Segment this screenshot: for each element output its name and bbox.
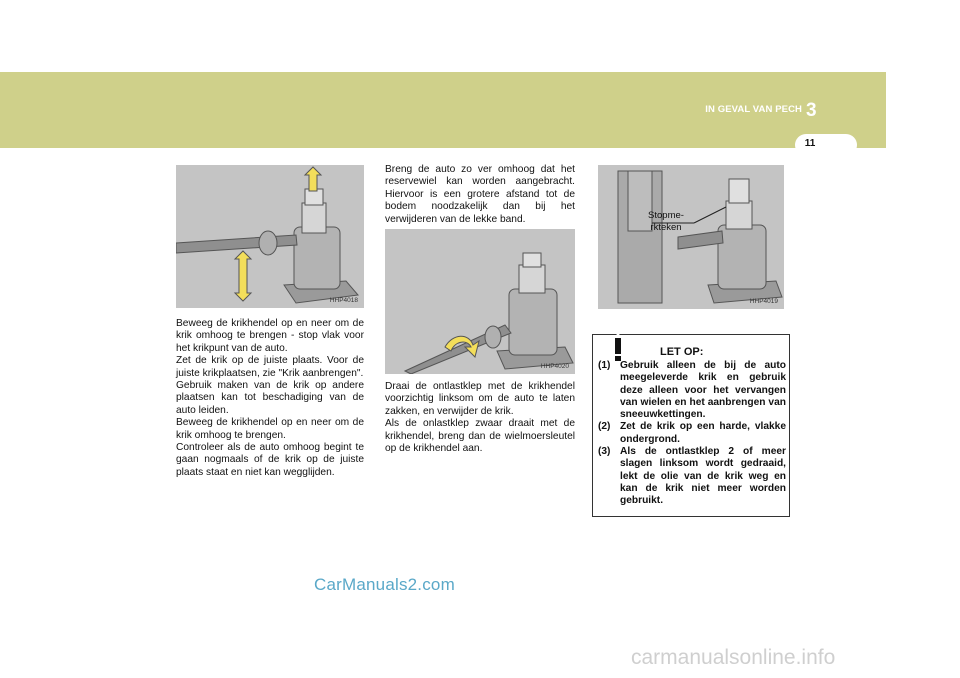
watermark-carmanuals2[interactable]: CarManuals2.com: [314, 575, 455, 594]
warning-list: [598, 360, 786, 508]
stop-mark-illustration: [598, 165, 784, 309]
warning-triangle-icon: [601, 332, 635, 362]
warning-item: [598, 421, 786, 446]
page-number: 11: [804, 138, 816, 149]
warning-item-text: Gebruik alleen de bij de auto meegeleverde krik en gebruik deze alleen voor het vervangen van wielen en het aanbrengen van sneeuwkettingen.: [620, 360, 786, 421]
page-number-tab: [795, 134, 857, 156]
column2-top-text: [385, 164, 575, 226]
paragraph: Draai de ontlastklep met de krikhendel voorzichtig linksom om de auto te laten zakken, en verwijder de krik.: [385, 381, 575, 417]
warning-item-text: Als de ontlastklep 2 of meer slagen linksom wordt gedraaid, lekt de olie van de krik weg en kan de krik niet meer worden gebruikt.: [620, 446, 786, 507]
paragraph: Controleer als de auto omhoog begint te gaan nogmaals of de krik op de juiste plaats staat en niet kan wegglijden.: [176, 442, 364, 478]
figure-code: HHP4019: [749, 298, 778, 305]
warning-box: [592, 334, 790, 517]
paragraph: Als de onlastklep zwaar draait met de krikhendel, breng dan de wielmoersleutel op de krikhendel aan.: [385, 418, 575, 455]
watermark-carmanualsonline[interactable]: carmanualsonline.info: [631, 646, 836, 669]
figure-jack-pumping: [176, 165, 364, 308]
warning-item-text: Zet de krik op een harde, vlakke ondergrond.: [620, 421, 786, 445]
warning-item: [598, 360, 786, 421]
section-title: IN GEVAL VAN PECH: [705, 104, 802, 115]
figure-code: HHP4018: [329, 297, 358, 304]
paragraph: Gebruik maken van de krik op andere plaatsen kan tot beschadiging van de auto leiden.: [176, 380, 364, 416]
column2-bottom-text: [385, 381, 575, 455]
warning-item-number: (1): [598, 360, 611, 371]
figure-stop-mark: [598, 165, 784, 309]
warning-item-number: (3): [598, 446, 611, 458]
paragraph: Zet de krik op de juiste plaats. Voor de juiste krikplaatsen, zie "Krik aanbrengen".: [176, 355, 364, 379]
chapter-number: 3: [806, 100, 817, 121]
paragraph: Beweeg de krikhendel op en neer om de krik omhoog te brengen.: [176, 417, 364, 441]
figure-release-valve: [385, 229, 575, 374]
stop-mark-label: Stopme- rkteken: [648, 210, 684, 233]
paragraph: Beweeg de krikhendel op en neer om de krik omhoog te brengen - stop vlak voor het krikpunt van de auto.: [176, 318, 364, 354]
warning-title: LET OP:: [660, 346, 704, 358]
release-valve-illustration: [385, 229, 575, 374]
figure-code: HHP4020: [540, 363, 569, 370]
column1-text: [176, 318, 364, 479]
paragraph: Breng de auto zo ver omhoog dat het reservewiel kan worden aangebracht. Hiervoor is een grotere afstand tot de bodem noodzakelijk dan bij het verwijderen van de lekke band.: [385, 164, 575, 225]
warning-item: [598, 446, 786, 507]
jack-pumping-illustration: [176, 165, 364, 308]
warning-item-number: (2): [598, 421, 611, 433]
